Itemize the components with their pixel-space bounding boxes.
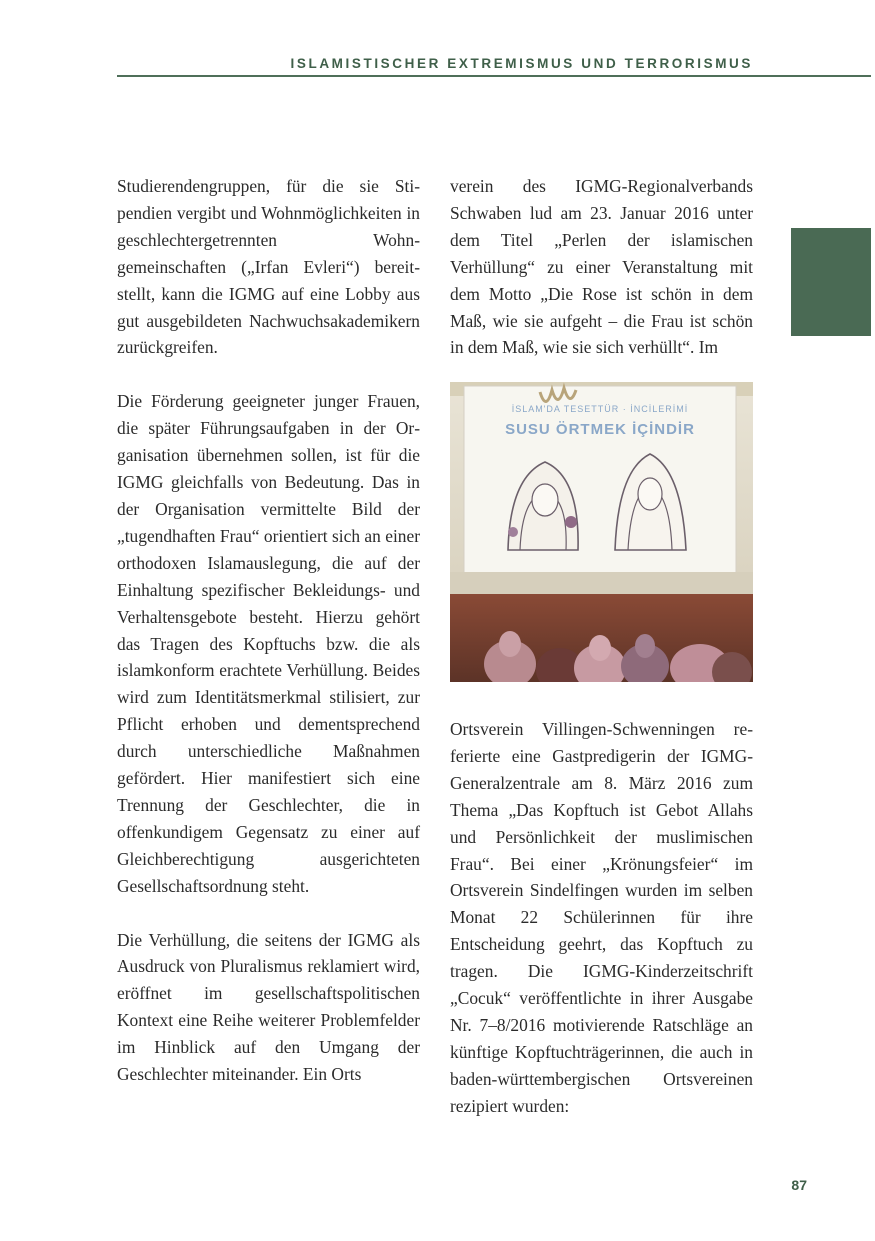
paragraph: Ortsverein Villingen-Schwenningen referierte eine Gastpredigerin der IGMG-Generalzentrale am 8. März 2016 zum Thema „Das Kopftuch ist Gebot Allahs und Persönlichkeit der muslimischen Frau“. Bei einer „Krönungsfeier“ im Ortsverein Sindelfingen wurden im selben Monat 22 Schülerinnen für ihre Entscheidung geehrt, das Kopftuch zu tragen. Die IGMG-Kinderzeitschrift „Cocuk“ veröffentlichte in ihrer Ausgabe Nr. 7–8/2016 motivierende Ratschläge an künftige Kopftuchträgerinnen, die auch in baden-württembergischen Ortsvereinen rezipiert wurden: [450, 719, 753, 1116]
event-photo [450, 382, 753, 682]
left-column [117, 173, 420, 1088]
page-number: 87 [791, 1177, 807, 1193]
paragraph: verein des IGMG-Regionalverbands Schwaben lud am 23. Januar 2016 unter dem Titel „Perlen der islamischen Verhüllung“ zu einer Veranstaltung mit dem Motto „Die Rose ist schön in dem Maß, wie sie aufgeht – die Frau ist schön in dem Maß, wie sie sich verhüllt“. Im [450, 176, 753, 358]
paragraph: Die Förderung geeigneter junger Frauen, die später Führungsaufgaben in der Organisation übernehmen sollen, ist für die IGMG gleichfalls von Bedeutung. Das in der Organisation vermittelte Bild der „tugendhaften Frau“ orientiert sich an einer orthodoxen Islamauslegung, die auf der Einhaltung spezifischer Bekleidungs- und Verhaltensgebote besteht. Hierzu gehört das Tragen des Kopftuchs bzw. die als islamkonform erachtete Verhüllung. Beides wird zum Identitätsmerkmal stilisiert, zur Pflicht erhoben und dementsprechend durch unterschiedliche Maßnahmen gefördert. Hier manifestiert sich eine Trennung der Geschlechter, die in offenkundigem Gegensatz zu einer auf Gleichberechtigung ausgerichteten Gesellschaftsordnung steht. [117, 391, 420, 896]
paragraph: Die Verhüllung, die seitens der IGMG als Ausdruck von Pluralismus reklamiert wird, eröffnet im gesellschaftspolitischen Kontext eine Reihe weiterer Problemfelder im Hinblick auf den Umgang der Geschlechter miteinander. Ein Orts [117, 929, 420, 1085]
header-rule [117, 75, 871, 77]
slide-title-line-1: İSLAM'DA TESETTÜR · İNCİLERİMİ [511, 404, 689, 414]
paragraph: Studierendengruppen, für die sie Stipendien vergibt und Wohnmöglichkeiten in geschlechtergetrennten Wohngemeinschaften („Irfan Evleri“) bereitstellt, kann die IGMG auf eine Lobby aus gut ausgebildeten Nachwuchsakademikern zurückgreifen. [117, 176, 420, 358]
running-header-title: ISLAMISTISCHER EXTREMISMUS UND TERRORISMUS [290, 56, 753, 71]
chapter-marker-tab [791, 228, 871, 336]
slide-title-line-2: SUSU ÖRTMEK İÇİNDİR [505, 421, 695, 438]
right-column-bottom [450, 716, 753, 1120]
right-column-top [450, 173, 753, 361]
